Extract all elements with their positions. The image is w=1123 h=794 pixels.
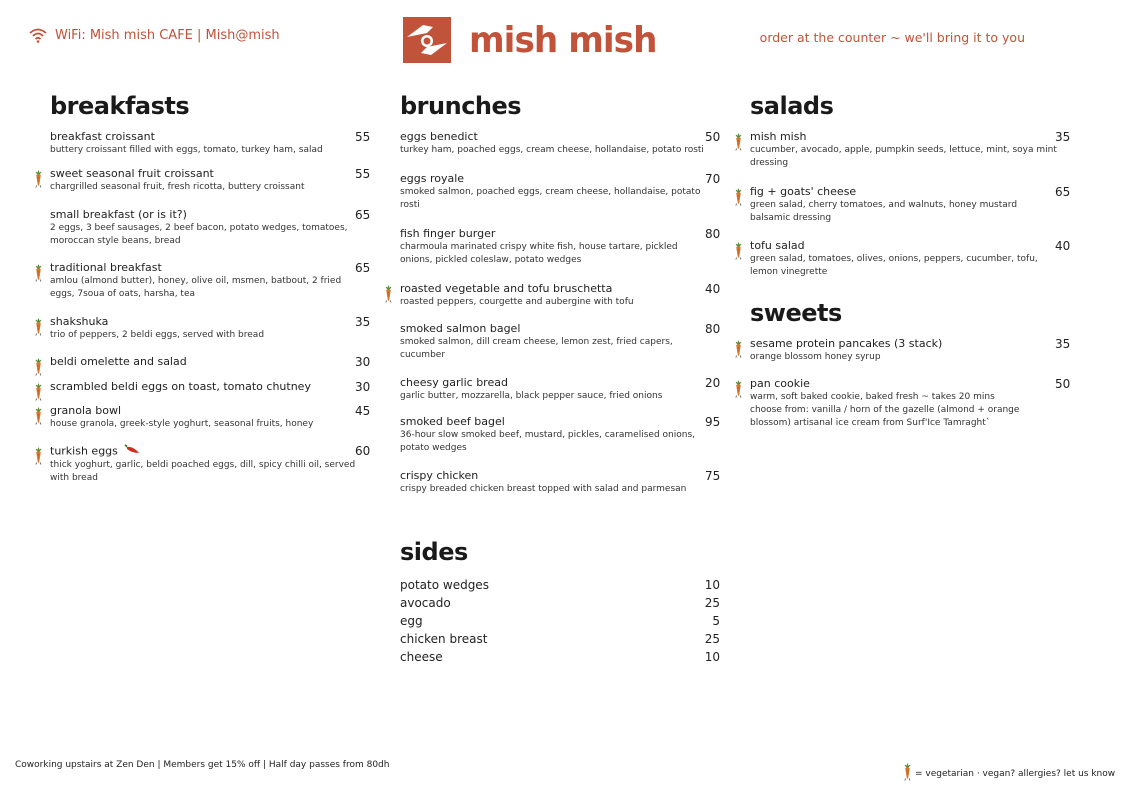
item-name (50, 261, 370, 275)
item-price: 95 (705, 415, 721, 429)
item-name (50, 404, 370, 418)
salads-section (750, 91, 1070, 279)
item-price: 65 (355, 261, 371, 275)
item-name (50, 315, 370, 329)
vegetarian-icon (734, 188, 743, 210)
item-price: 30 (355, 380, 371, 394)
item-name (750, 239, 1070, 253)
menu-item (400, 227, 720, 267)
item-name-text: roasted vegetable and tofu bruschetta (400, 282, 613, 295)
item-name-text: eggs benedict (400, 130, 478, 143)
item-description: green salad, tomatoes, olives, onions, peppers, cucumber, tofu, lemon vinegrette (750, 254, 1038, 277)
item-name (50, 208, 370, 222)
item-price: 60 (355, 444, 371, 458)
vegetarian-icon (734, 380, 743, 402)
item-price: 30 (355, 355, 371, 369)
item-name (400, 469, 720, 483)
menu-item (400, 415, 720, 455)
item-price: 80 (705, 227, 721, 241)
sides-section (400, 537, 720, 666)
order-tagline: order at the counter ~ we'll bring it to you (759, 30, 1025, 45)
item-name-text: beldi omelette and salad (50, 355, 187, 368)
item-price: 80 (705, 322, 721, 336)
menu-item (750, 337, 1070, 364)
item-description: garlic butter, mozzarella, black pepper sauce, fried onions (400, 391, 663, 401)
item-description: 2 eggs, 3 beef sausages, 2 beef bacon, potato wedges, tomatoes, moroccan style beans, bread (50, 223, 348, 246)
menu-item (750, 377, 1070, 430)
wifi-icon (29, 27, 47, 43)
menu-item (50, 130, 370, 157)
menu-item (400, 322, 720, 362)
vegetarian-icon (34, 170, 43, 192)
item-price: 20 (705, 376, 721, 390)
item-name (400, 172, 720, 186)
item-name-text: crispy chicken (400, 469, 479, 482)
item-name-text: eggs royale (400, 172, 465, 185)
item-description: roasted peppers, courgette and aubergine with tofu (400, 297, 634, 307)
item-description: buttery croissant filled with eggs, tomato, turkey ham, salad (50, 145, 323, 155)
breakfasts-section (50, 91, 370, 485)
item-name (750, 337, 1070, 351)
brand-name: mish mish (469, 19, 657, 61)
item-name (400, 322, 720, 336)
item-description: charmoula marinated crispy white fish, house tartare, pickled onions, pickled coleslaw, potato wedges (400, 242, 678, 265)
item-price: 55 (355, 167, 371, 181)
side-name: egg (400, 614, 423, 628)
item-name-text: granola bowl (50, 404, 122, 417)
vegetarian-icon (34, 318, 43, 340)
item-price: 65 (1055, 185, 1071, 199)
menu-item (750, 185, 1070, 225)
side-item (400, 594, 720, 612)
item-description: smoked salmon, poached eggs, cream cheese, hollandaise, potato rosti (400, 187, 701, 210)
item-name (400, 415, 720, 429)
item-price: 35 (355, 315, 371, 329)
menu-item (50, 355, 370, 369)
side-name: chicken breast (400, 632, 488, 646)
item-description: thick yoghurt, garlic, beldi poached eggs, dill, spicy chilli oil, served with bread (50, 460, 356, 483)
item-description: turkey ham, poached eggs, cream cheese, hollandaise, potato rosti (400, 145, 704, 155)
item-name-text: sweet seasonal fruit croissant (50, 167, 214, 180)
item-name-text: smoked salmon bagel (400, 322, 521, 335)
side-price: 5 (712, 614, 720, 628)
item-description: house granola, greek-style yoghurt, seasonal fruits, honey (50, 419, 314, 429)
item-name (50, 380, 370, 394)
menu-item (50, 315, 370, 342)
item-price: 45 (355, 404, 371, 418)
item-description: smoked salmon, dill cream cheese, lemon zest, fried capers, cucumber (400, 337, 673, 360)
side-price: 10 (704, 578, 720, 592)
item-price: 50 (705, 130, 721, 144)
section-title: sweets (750, 299, 842, 327)
item-name (750, 377, 1070, 391)
item-name (750, 185, 1070, 199)
side-name: cheese (400, 650, 443, 664)
item-description: crispy breaded chicken breast topped with salad and parmesan (400, 484, 687, 494)
legend (903, 763, 1115, 784)
item-name-text: cheesy garlic bread (400, 376, 508, 389)
vegetarian-icon (903, 763, 915, 784)
item-name-text: scrambled beldi eggs on toast, tomato chutney (50, 380, 311, 393)
menu-item (400, 282, 720, 309)
menu-item (50, 404, 370, 431)
item-name (50, 355, 370, 369)
menu-item (400, 469, 720, 496)
item-name-text: pan cookie (750, 377, 810, 390)
item-name (50, 130, 370, 144)
item-name-text: shakshuka (50, 315, 109, 328)
menu-item (400, 376, 720, 403)
item-description: cucumber, avocado, apple, pumpkin seeds, lettuce, mint, soya mint dressing (750, 145, 1057, 168)
vegetarian-icon (34, 383, 43, 405)
side-item (400, 630, 720, 648)
section-title: salads (750, 92, 834, 120)
item-price: 50 (1055, 377, 1071, 391)
wifi-info (29, 27, 280, 43)
item-price: 40 (705, 282, 721, 296)
item-name (750, 130, 1070, 144)
vegetarian-icon (34, 264, 43, 286)
item-name-text: sesame protein pancakes (3 stack) (750, 337, 943, 350)
vegetarian-icon (734, 133, 743, 155)
side-item (400, 576, 720, 594)
item-price: 35 (1055, 337, 1071, 351)
item-name-text: fig + goats' cheese (750, 185, 857, 198)
item-price: 40 (1055, 239, 1071, 253)
item-name (400, 130, 720, 144)
item-name (50, 444, 370, 459)
menu-item (50, 261, 370, 301)
item-name-text: fish finger burger (400, 227, 496, 240)
item-name-text: turkish eggs (50, 444, 118, 458)
menu-item (750, 239, 1070, 279)
item-description: green salad, cherry tomatoes, and walnuts, honey mustard balsamic dressing (750, 200, 1018, 223)
item-name (400, 282, 720, 296)
menu-item (400, 130, 720, 157)
logo-emblem (403, 17, 451, 63)
item-price: 55 (355, 130, 371, 144)
section-title: brunches (400, 92, 522, 120)
menu-item (750, 130, 1070, 170)
menu-item (50, 167, 370, 194)
item-price: 75 (705, 469, 721, 483)
side-item (400, 612, 720, 630)
side-price: 10 (704, 650, 720, 664)
brand-logo (403, 17, 666, 63)
item-name (400, 227, 720, 241)
sides-list (400, 576, 720, 666)
menu-item (50, 380, 370, 394)
section-title: breakfasts (50, 92, 190, 120)
chili-icon (124, 444, 142, 459)
item-description: chargrilled seasonal fruit, fresh ricotta, buttery croissant (50, 182, 305, 192)
menu-item (50, 208, 370, 248)
legend-text: = vegetarian · vegan? allergies? let us know (915, 768, 1116, 779)
side-price: 25 (704, 632, 720, 646)
item-name-text: tofu salad (750, 239, 805, 252)
item-price: 35 (1055, 130, 1071, 144)
item-description: 36-hour slow smoked beef, mustard, pickles, caramelised onions, potato wedges (400, 430, 695, 453)
item-price: 65 (355, 208, 371, 222)
vegetarian-icon (384, 285, 393, 307)
item-description: trio of peppers, 2 beldi eggs, served with bread (50, 330, 265, 340)
vegetarian-icon (34, 447, 43, 469)
vegetarian-icon (34, 358, 43, 380)
vegetarian-icon (34, 407, 43, 429)
wifi-text: WiFi: Mish mish CAFE | Mish@mish (55, 27, 280, 43)
item-name (400, 376, 720, 390)
item-name-text: small breakfast (or is it?) (50, 208, 187, 221)
item-description: orange blossom honey syrup (750, 352, 881, 362)
item-description: warm, soft baked cookie, baked fresh ~ takes 20 mins choose from: vanilla / horn of the gazelle (almond + orange blossom) artisanal ice cream from Surf'Ice Tamraght` (750, 392, 1020, 428)
item-name (50, 167, 370, 181)
menu-item (400, 172, 720, 212)
side-item (400, 648, 720, 666)
side-price: 25 (704, 596, 720, 610)
section-title: sides (400, 538, 468, 566)
brunches-section (400, 91, 720, 496)
menu-item (50, 444, 370, 485)
vegetarian-icon (734, 340, 743, 362)
side-name: potato wedges (400, 578, 489, 592)
item-name-text: traditional breakfast (50, 261, 162, 274)
vegetarian-icon (734, 242, 743, 264)
side-name: avocado (400, 596, 451, 610)
item-name-text: smoked beef bagel (400, 415, 505, 428)
item-description: amlou (almond butter), honey, olive oil, msmen, batbout, 2 fried eggs, 7soua of oats, harsha, tea (50, 276, 342, 299)
coworking-note: Coworking upstairs at Zen Den | Members get 15% off | Half day passes from 80dh (15, 760, 390, 770)
item-price: 70 (705, 172, 721, 186)
item-name-text: breakfast croissant (50, 130, 155, 143)
item-name-text: mish mish (750, 130, 807, 143)
sweets-section (750, 298, 1070, 430)
